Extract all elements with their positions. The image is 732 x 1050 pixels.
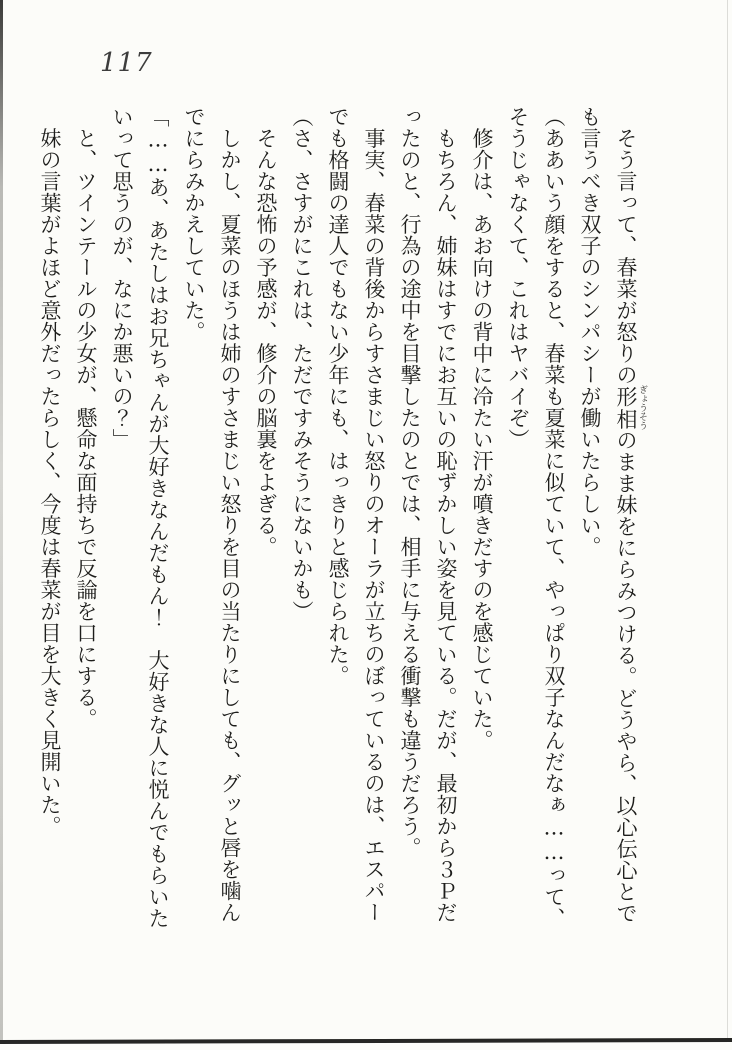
furigana-gyousou [614,385,647,430]
text-segment: そう言って、春菜が怒りの [614,106,638,386]
text-column-10: （さ、さすがにこれは、ただですみそうにないかも） [290,106,314,622]
text-column-14: 「……あ、あたしはお兄ちゃんが大好きなんだもん！ 大好きな人に悦んでもらいた [146,106,170,929]
text-column-12: しかし、夏菜のほうは姉のすさまじい怒りを目の当たりにしても、グッと唇を噛ん [218,106,242,923]
text-column-16: と、ツインテールの少女が、懸命な面持ちで反論を口にする。 [74,106,98,730]
text-column-1 [608,106,647,944]
text-column-11: そんな恐怖の予感が、修介の脳裏をよぎる。 [254,106,278,558]
page-number: 117 [100,48,153,78]
text-column-5: 修介は、あお向けの背中に冷たい汗が噴きだすのを感じていた。 [470,106,494,751]
vertical-text-block [32,106,647,944]
page-bottom-rule [0,1038,732,1044]
text-column-4: そうじゃなくて、これはヤバイぞ） [506,106,530,450]
text-column-8: 事実、春菜の背後からすさまじい怒りのオーラが立ちのぼっているのは、エスパー [362,106,386,923]
text-column-2: も言うべき双子のシンパシーが働いたらしい。 [578,106,602,558]
text-column-13: でにらみかえしていた。 [182,106,206,343]
page-left-edge-shadow [0,0,3,1040]
ruby-text: ぎょうそう [637,385,647,430]
text-column-17: 妹の言葉がよほど意外だったらしく、今度は春菜が目を大きく見開いた。 [38,106,62,837]
text-column-3: （ああいう顔をすると、春菜も夏菜に似ていて、やっぱり双子なんだなぁ……って、 [542,106,566,929]
text-column-15: いって思うのが、なにか悪いの？」 [110,106,134,450]
text-segment: のまま妹をにらみつける。どうやら、以心伝心とで [614,429,638,924]
ruby-base: 形相 [614,385,638,430]
text-column-7: ったのと、行為の途中を目撃したのとでは、相手に与える衝撃も違うだろう。 [398,106,422,859]
page-right-edge-shadow [727,0,728,1040]
text-column-6: もちろん、姉妹はすでにお互いの恥ずかしい姿を見ている。だが、最初から３Ｐだ [434,106,458,923]
text-column-9: でも格闘の達人でもない少年にも、はっきりと感じられた。 [326,106,350,687]
